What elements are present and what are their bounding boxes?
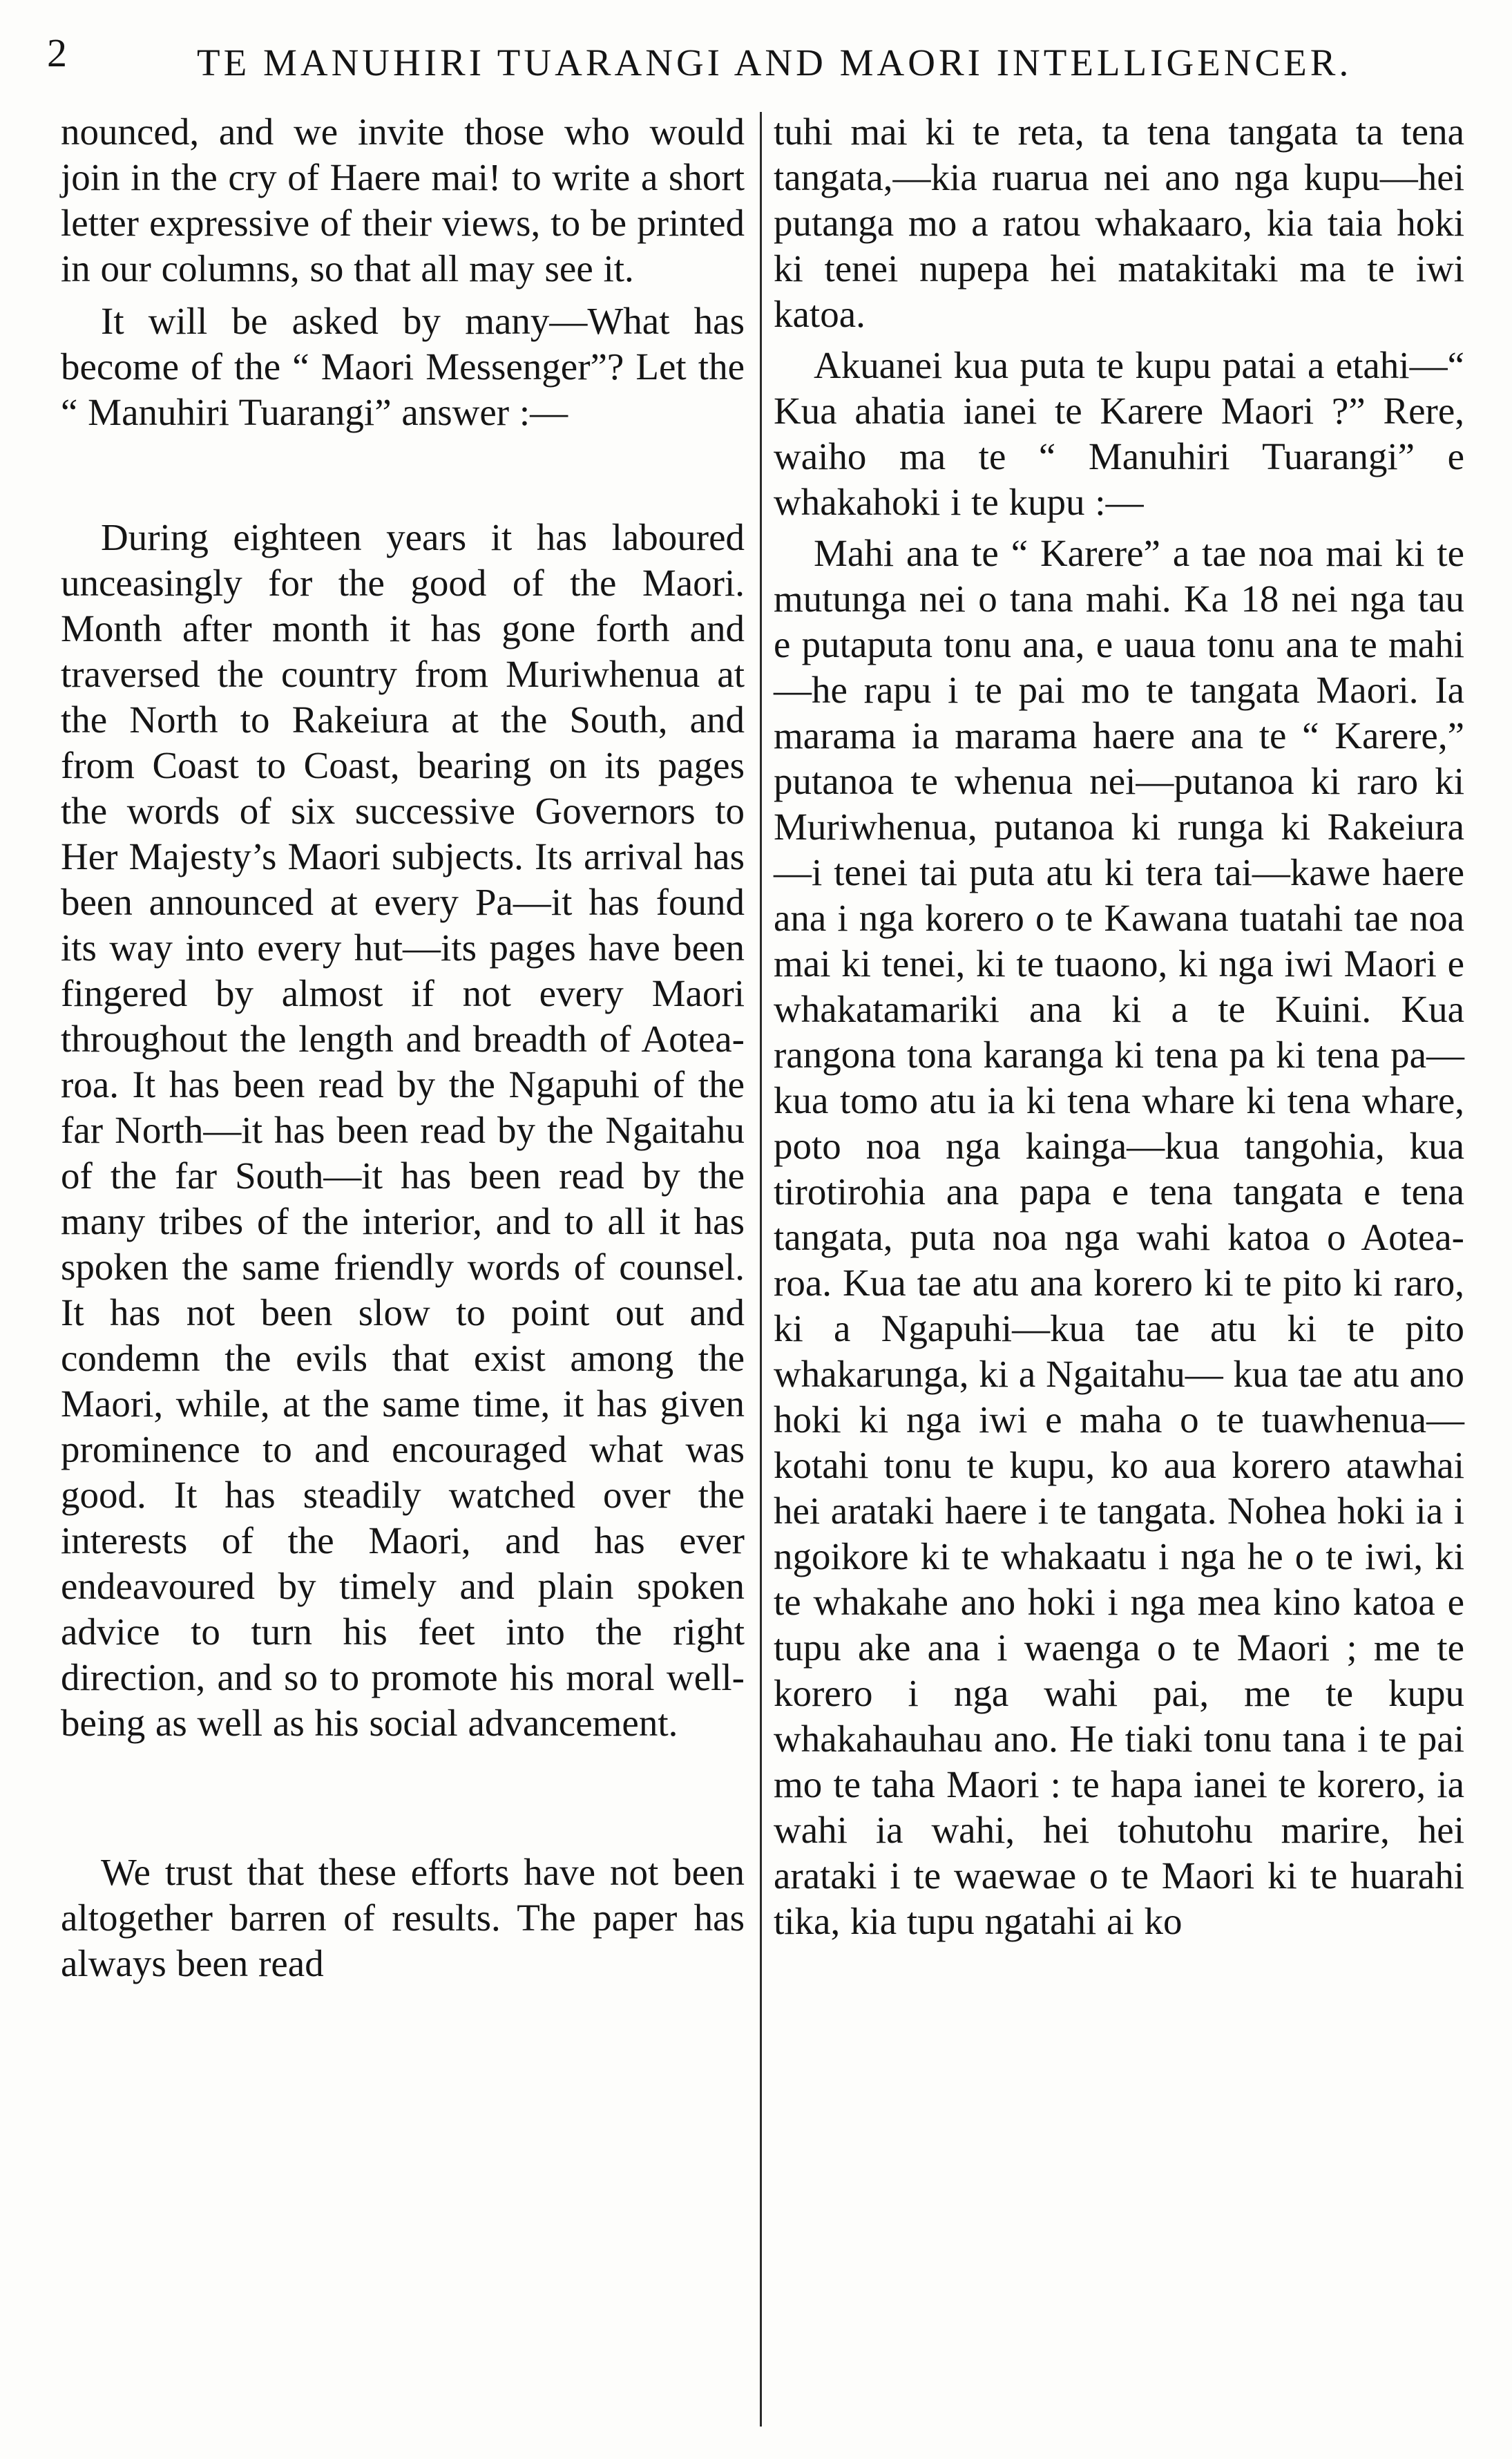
right-paragraph-2: Akuanei kua puta te kupu patai a etahi—“ Kua ahatia ianei te Karere Maori ?” Rere, waiho ma te “ Manuhiri Tuarangi” e whakahoki i te kupu :— [774, 344, 1464, 523]
right-paragraph-gap-1 [774, 337, 1464, 343]
right-paragraph-1: tuhi mai ki te reta, ta tena tangata ta tena tangata,—kia ruarua nei ano nga kupu—hei putanga mo a ratou whakaaro, kia taia hoki ki tenei nupepa hei matakitaki ma te iwi katoa. [774, 111, 1464, 335]
left-column [61, 109, 745, 2396]
right-paragraph-gap-2 [774, 525, 1464, 531]
page-header [0, 0, 1512, 104]
right-column [774, 109, 1464, 2451]
column-rule [760, 112, 762, 2427]
left-section-gap-1 [61, 435, 745, 515]
left-section-gap-2 [61, 1746, 745, 1850]
left-paragraph-4: We trust that these efforts have not been altogether barren of results. The paper has always been read [61, 1851, 745, 1984]
right-paragraph-3: Mahi ana te “ Karere” a tae noa mai ki te mutunga nei o tana mahi. Ka 18 nei nga tau e putaputa tonu ana, e uaua tonu ana te mahi—he rapu i te pai mo te tangata Maori. Ia marama ia marama haere ana te “ Karere,” putanoa te whenua nei—putanoa ki raro ki Muriwhenua, putanoa ki runga ki Rakeiura—i tenei tai puta atu ki tera tai—kawe haere ana i nga korero o te Kawana tuatahi tae noa mai ki tenei, ki te tuaono, ki nga iwi Maori e whakatamariki ana ki a te Kuini. Kua rangona tona karanga ki tena pa ki tena pa—kua tomo atu ia ki tena whare ki tena whare, poto noa nga kainga—kua tangohia, kua tirotirohia ana papa e tena tangata e tena tangata, puta noa nga wahi katoa o Aotea-roa. Kua tae atu ana korero ki te pito ki raro, ki a Ngapuhi—kua tae atu ki te pito whakarunga, ki a Ngaitahu— kua tae atu ano hoki ki nga iwi e maha o te tuawhenua—kotahi tonu te kupu, ko aua korero atawhai hei arataki haere i te tangata. Nohea hoki ia i ngoikore ki te whakaatu i nga he o te iwi, ki te whakahe ano hoki i nga mea kino katoa e tupu ake ana i waenga o te Maori ; me te korero i nga wahi pai, me te kupu whakahauhau ano. He tiaki tonu tana i te pai mo te taha Maori : te hapa ianei te korero, ia wahi ia wahi, hei tohutohu marire, hei arataki i te waewae o te Maori ki te huarahi tika, kia tupu ngatahi ai ko [774, 532, 1464, 1942]
running-head: TE MANUHIRI TUARANGI AND MAORI INTELLIGENCER. [197, 41, 1352, 84]
page-number: 2 [47, 30, 67, 75]
left-paragraph-1: nounced, and we invite those who would join in the cry of Haere mai! to write a short letter expressive of their views, to be printed in our columns, so that all may see it. [61, 111, 745, 289]
left-paragraph-3: During eighteen years it has laboured unceasingly for the good of the Maori. Month after month it has gone forth and traversed the country from Muriwhenua at the North to Rakeiura at the South, and from Coast to Coast, bearing on its pages the words of six successive Governors to Her Majesty’s Maori subjects. Its arrival has been announced at every Pa—it has found its way into every hut—its pages have been fingered by almost if not every Maori throughout the length and breadth of Aotea-roa. It has been read by the Ngapuhi of the far North—it has been read by the Ngaitahu of the far South—it has been read by the many tribes of the interior, and to all it has spoken the same friendly words of counsel. It has not been slow to point out and condemn the evils that exist among the Maori, while, at the same time, it has given prominence to and encouraged what was good. It has steadily watched over the interests of the Maori, and has ever endeavoured by timely and plain spoken advice to turn his feet into the right direction, and so to promote his moral well-being as well as his social advancement. [61, 516, 745, 1744]
left-paragraph-gap-1 [61, 292, 745, 298]
left-paragraph-2: It will be asked by many—What has become of the “ Maori Messenger”? Let the “ Manuhiri Tuarangi” answer :— [61, 300, 745, 433]
